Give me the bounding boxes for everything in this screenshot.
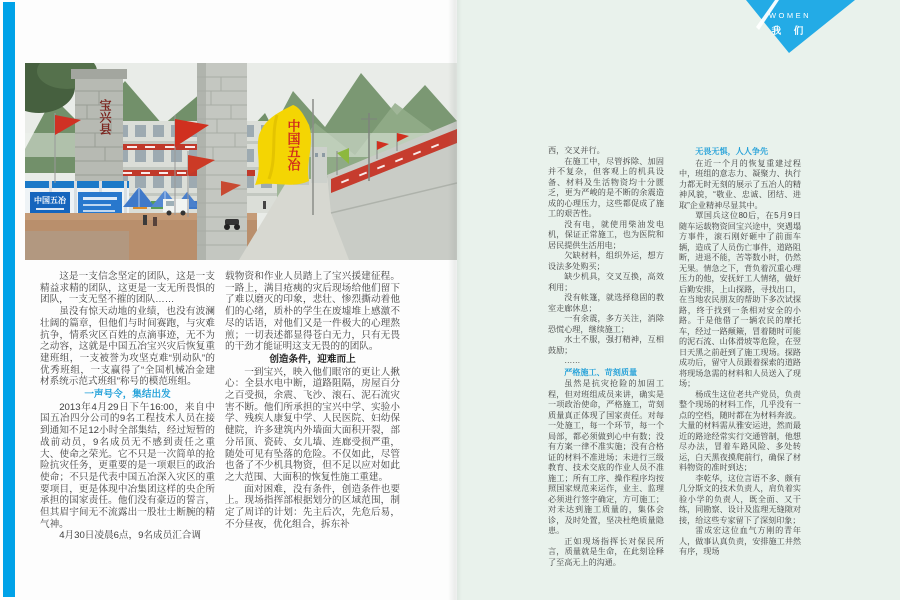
paragraph: 一到宝兴，映入他们眼帘的更让人揪心：全县水电中断，道路阻隔，房屋百分之百受损，余震、飞沙、滚石、泥石流灾害不断。他们所承担的宝兴中学、实验小学、残疾人康复中学、人民医院、妇幼保健院，许多建筑内外墙面大面积开裂，部分吊顶、瓷砖、女儿墙、连廊受损严重，随处可见有坠落的危险。不仅如此，尽管也备了不少机具物资，但不足以应对如此之大范围、大面积的恢复性施工重建。	[225, 366, 400, 483]
left-accent-bar	[3, 2, 15, 597]
right-column-2	[679, 146, 801, 568]
photo-illustration	[25, 63, 457, 260]
paragraph: 2013年4月29日下午16:00，来自中国五冶四分公司的9名工程技术人员在接到通知不足12小时全部集结，经过短暂的战前动员，9名成员无不感到责任之重大、使命之荣光。它不只是一次简单的抢险抗灾任务，更重要的是一项艰巨的政治使命；不只是代表中国五冶深入灾区的重要项目，更是体现中冶集团这样的央企所承担的国家责任。他们没有豪迈的誓言，但其眉宇间无不流露出一股壮士断腕的精气神。	[40, 401, 215, 530]
paragraph: 雷成宏这位血气方刚的青年人，做事认真负责，安排施工井然有序，现场	[679, 526, 801, 556]
paragraph-continuation: 载物资和作业人员踏上了宝兴援建征程。一路上，满目疮痍的灾后现场给他们留下了难以磨灭的印象，悲壮、惨烈撕动着他们的心绪，质朴的学生在废墟堆上感激不尽的话语，对他们又是一件极大的心理熬煎；一切表述都显得苍白无力，只有无畏的干劲才能证明这支无畏的的团队。	[225, 271, 400, 353]
yellow-flag-text: 中国五冶	[285, 119, 301, 171]
paragraph: 欠缺材料，组织外运，想方设法多处购买；	[548, 251, 664, 271]
paragraph: 这是一支信念坚定的团队，这是一支精益求精的团队，这更是一支无所畏惧的团队，一支无坚不摧的团队……	[40, 271, 215, 306]
paragraph: 在施工中，尽管拆除、加固并不复杂，但客观上的机具设备、材料及生活物资均十分匮乏，更为严峻的是不断的余震造成的心理压力，这些都促成了施工的艰苦性。	[548, 156, 664, 218]
section-heading-bold: 创造条件，迎难而上	[269, 353, 356, 365]
fence-sign-text: 中国五冶	[34, 196, 66, 205]
paragraph: 没有帐篷，就选择稳固的教室走廊休息；	[548, 293, 664, 313]
paragraph: 水土不服，强打精神，互相鼓励；	[548, 335, 664, 355]
paragraph: 面对困难，没有条件，创造条件也要上。现场指挥部根据划分的区域范围，制定了周详的计划：先主后次，先危后易，不分昼夜，优化组合，拆东补	[225, 483, 400, 530]
right-column-1	[548, 146, 664, 568]
paragraph: 4月30日凌晨6点，9名成员汇合调	[59, 530, 201, 542]
left-column-2	[225, 271, 400, 542]
right-page	[457, 0, 900, 600]
left-column-1	[40, 271, 215, 542]
paragraph-continuation: 西，交叉并行。	[548, 146, 605, 155]
gate-pillar-text: 宝兴县	[98, 99, 112, 135]
paragraph: 在近一个月的恢复重建过程中，班组的意志力、凝聚力、执行力都无时无刻的展示了五冶人的精神风貌，“敬业、忠诚、团结、进取”企业精神尽显其中。	[679, 158, 801, 210]
paragraph: 虽然是抗灾抢险的加固工程，但对班组成员来讲，确实是一项政治使命，严格施工，苛刻质量真正体现了国家责任。对每一处施工，每一个环节，每一个局部，都必须做到心中有数；没有方案一律不准实施；没有合格证的材料不准进场；未进行三级教育、技术交底的作业人员不准施工；所有工序、操作程序均按照国家规范来运作，业主、监理必须进行签字确定，方可施工；对未达到施工质量的，集体会诊，及时处置，坚决杜绝质量隐患。	[548, 379, 664, 535]
paragraph: 覃国兵这位80后，在5月9日随车运载物资回宝兴途中，突遇塌方事件，滚石刚好砸中了前面车辆，造成了人员伤亡事件，道路阻断，进退不能，苦等数小时，仍然无果。情急之下，背负着沉重心理压力的他，安抚好工人情绪，做好后勤安排，上山探路，寻找出口，在当地农民朋友的帮助下多次试探路，终于找到一条相对安全的小路。于是他借了一辆农民的摩托车，经过一路颠簸，冒着随时可能的泥石流、山体滑坡等危险，在翌日天黑之前赶到了施工现场。探路成功后，留守人员跟着探索的道路将现场急需的材料和人员送入了现场；	[679, 211, 801, 388]
paragraph: ……	[564, 356, 581, 365]
corner-tab-label-zh: 我 们	[771, 26, 809, 37]
section-heading-blue: 一声号令，集结出发	[84, 389, 171, 401]
paragraph: 正如现场指挥长对保民所言，质量就是生命，在此刻诠释了至高无上的沟通。	[548, 536, 664, 567]
left-page-text-columns	[40, 271, 400, 542]
page-gutter	[448, 0, 462, 600]
corner-tab-label-en: WOMEN	[768, 11, 812, 20]
paragraph: 杨成生这位老共产党员，负责整个现场的材料工作，几乎没有一点的空档，随时都在为材料奔波。大量的材料需从雅安运进，然而最近的路途经常实行交通管制，他想尽办法，冒着车路风险、多处转运，白天黑夜摸爬前行，确保了材料物资的准时到达；	[679, 389, 801, 472]
section-heading-blue: 严格施工、苛刻质量	[564, 367, 638, 377]
paragraph: 一有余震，多方关注，消除恐慌心理，继续施工；	[548, 314, 664, 334]
paragraph: 没有电，就使用柴油发电机，保证正常施工，也为医院和居民提供生活用电；	[548, 219, 664, 250]
section-heading-blue: 无畏无惧，人人争先	[695, 147, 769, 156]
right-page-text-columns	[548, 146, 801, 568]
reconstruction-site-photo	[25, 63, 457, 260]
paragraph: 虽没有惊天动地的业绩，也没有波澜壮阔的篇章，但他们与时间赛跑，与灾难抗争，情系灾区百姓的点滴事迹，无不为之动容，这就是中国五冶宝兴灾后恢复重建班组，一支被誉为攻坚克难“别动队”的优秀班组，一支赢得了“全国机械冶金建材系统示范式班组”称号的模范班组。	[40, 306, 215, 388]
corner-tab	[746, 0, 856, 56]
paragraph: 缺少机具，交叉互换，高效利用；	[548, 272, 664, 292]
paragraph: 李乾华，这位言语不多、颇有几分斯文的技术负责人，肩负着实验小学的负责人，既全面、又干练，同勘察、设计及监理无缝隙对接，给这些专家留下了深刻印象；	[679, 473, 801, 525]
